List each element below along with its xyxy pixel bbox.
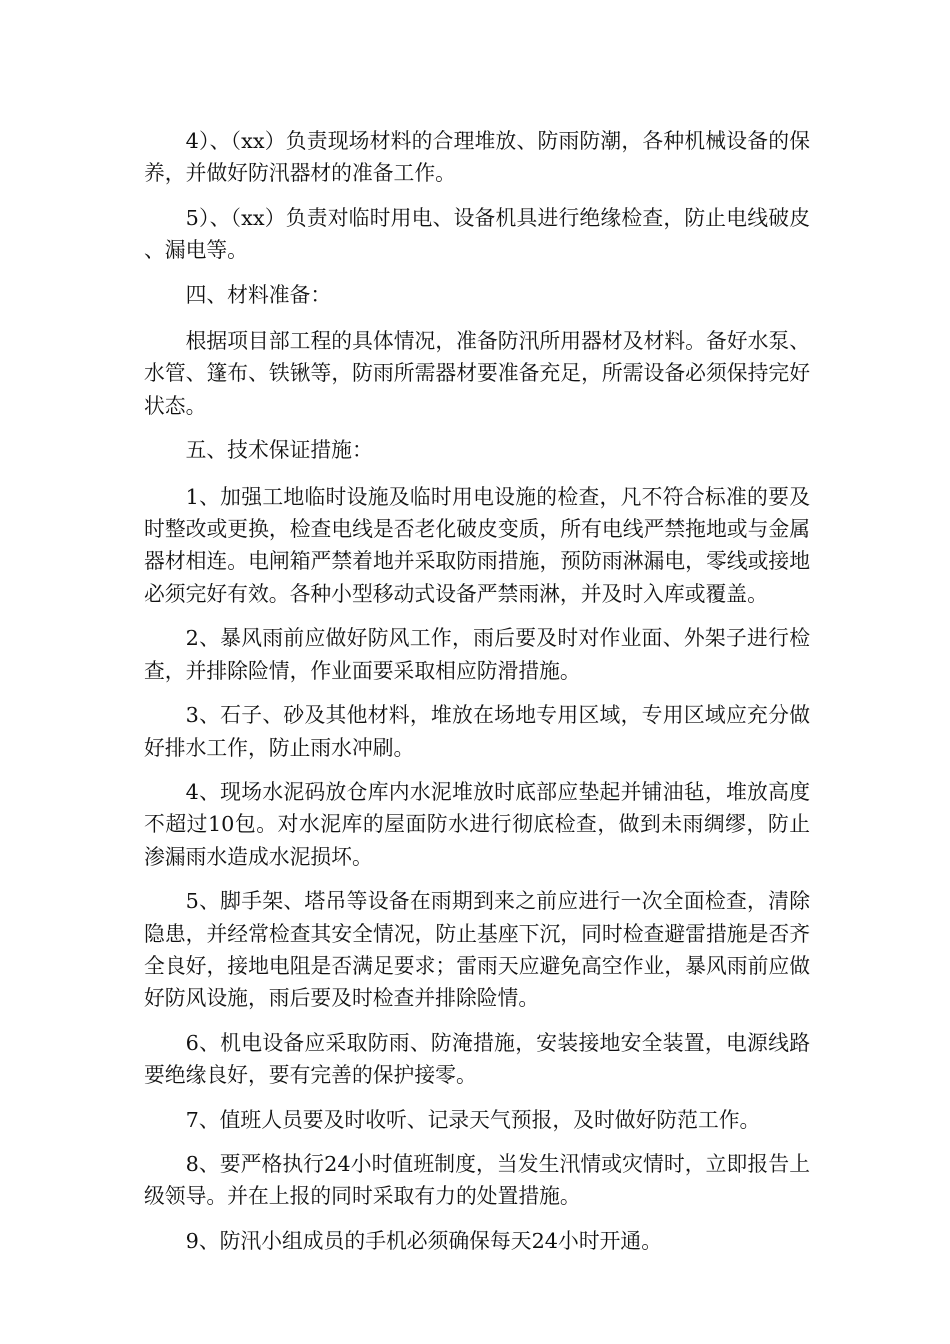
measure-item-7: 7、值班人员要及时收听、记录天气预报，及时做好防范工作。 [185, 1107, 761, 1132]
paragraph-responsibility-4: 4）、（xx）负责现场材料的合理堆放、防雨防潮，各种机械设备的保养，并做好防汛器材的准备工作。 [144, 129, 810, 186]
paragraph-materials: 根据项目部工程的具体情况，准备防汛所用器材及材料。备好水泵、水管、篷布、铁锹等，防雨所需器材要准备充足，所需设备必须保持完好状态。 [144, 329, 810, 418]
measure-item-4: 4、现场水泥码放仓库内水泥堆放时底部应垫起并铺油毡，堆放高度不超过10包。对水泥库的屋面防水进行彻底检查，做到未雨绸缪，防止渗漏雨水造成水泥损坏。 [144, 779, 810, 869]
measure-item-8: 8、要严格执行24小时值班制度，当发生汛情或灾情时，立即报告上级领导。并在上报的同时采取有力的处置措施。 [144, 1151, 810, 1209]
document-body [144, 125, 810, 1269]
measure-item-9: 9、防汛小组成员的手机必须确保每天24小时开通。 [185, 1228, 663, 1253]
paragraph-responsibility-5: 5）、（xx）负责对临时用电、设备机具进行绝缘检查，防止电线破皮、漏电等。 [144, 205, 810, 263]
measure-item-3: 3、石子、砂及其他材料，堆放在场地专用区域，专用区域应充分做好排水工作，防止雨水冲刷。 [144, 703, 810, 760]
section-heading-materials: 四、材料准备： [185, 282, 332, 307]
measure-item-5: 5、脚手架、塔吊等设备在雨期到来之前应进行一次全面检查，清除隐患，并经常检查其安全情况，防止基座下沉，同时检查避雷措施是否齐全良好，接地电阻是否满足要求；雷雨天应避免高空作业，暴风雨前应做好防风设施，雨后要及时检查并排除险情。 [144, 889, 810, 1011]
measure-item-2: 2、暴风雨前应做好防风工作，雨后要及时对作业面、外架子进行检查，并排除险情，作业面要采取相应防滑措施。 [144, 626, 810, 683]
measure-item-1: 1、加强工地临时设施及临时用电设施的检查，凡不符合标准的要及时整改或更换，检查电线是否老化破皮变质，所有电线严禁拖地或与金属器材相连。电闸箱严禁着地并采取防雨措施，预防雨淋漏电，零线或接地必须完好有效。各种小型移动式设备严禁雨淋，并及时入库或覆盖。 [144, 484, 810, 606]
section-heading-technical-measures: 五、技术保证措施： [185, 438, 373, 463]
measure-item-6: 6、机电设备应采取防雨、防淹措施，安装接地安全装置，电源线路要绝缘良好，要有完善的保护接零。 [144, 1030, 810, 1088]
